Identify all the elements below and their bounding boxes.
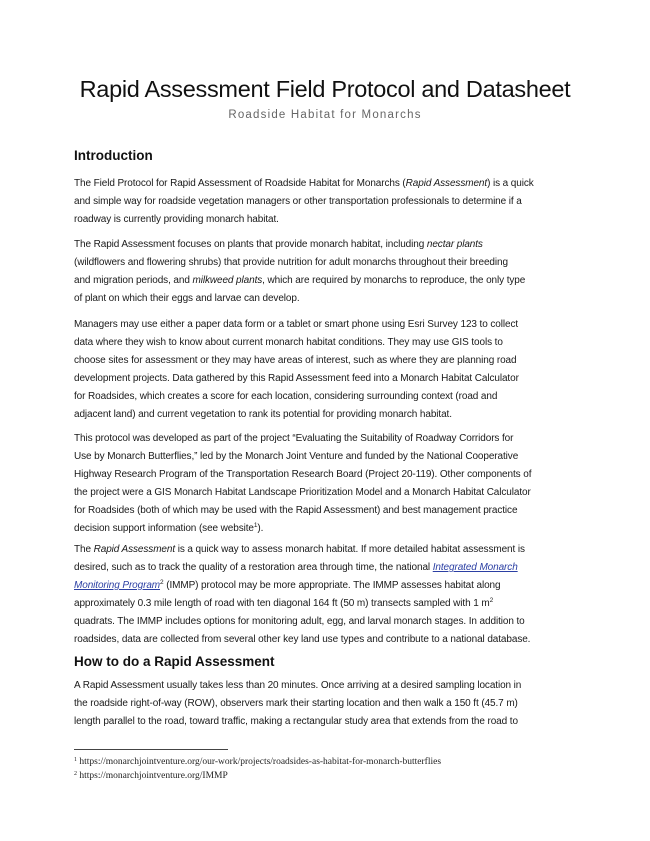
text-run: ) is a quick [487,178,534,189]
footnote-ref[interactable]: 1 [253,522,258,529]
text-line: for Roadsides, which creates a score for each location, considering surrounding context (road and [74,391,498,402]
text-line: adjacent land) and current vegetation to rank its potential for providing monarch habitat. [74,409,452,420]
text-line: of plant on which their eggs and larvae can develop. [74,293,300,304]
footnote-number: 1 [74,757,77,763]
text-line [74,577,580,595]
emphasis-text: Rapid Assessment [405,178,488,189]
text-line: the roadside right-of-way (ROW), observers mark their starting location and then walk a 150 ft (45.7 m) [74,698,518,709]
section-heading-introduction: Introduction [74,148,153,163]
emphasis-text: nectar plants [426,239,483,250]
text-line: roadsides, data are collected from several other key land use types and contribute to a national database. [74,634,531,645]
text-run: desired, such as to track the quality of a restoration area through time, the national [74,562,433,573]
text-line: the project were a GIS Monarch Habitat Landscape Prioritization Model and a Monarch Habitat Calculator [74,487,531,498]
text-line [74,541,580,559]
text-run: The [74,544,94,555]
how-to-paragraph [74,677,580,731]
document-subtitle: Roadside Habitat for Monarchs [228,109,422,121]
text-run: and migration periods, and [74,275,193,286]
text-run: approximately 0.3 mile length of road with ten diagonal 164 ft (50 m) transects sampled with 1 m [74,598,490,609]
emphasis-text: milkweed plants [192,275,263,286]
intro-paragraph-1 [74,175,580,229]
text-line: Managers may use either a paper data form or a tablet or smart phone using Esri Survey 123 to collect [74,319,519,330]
section-heading-how-to: How to do a Rapid Assessment [74,654,275,669]
text-line: roadway is currently providing monarch habitat. [74,214,279,225]
footnote-2 [74,771,228,781]
immp-link-continued[interactable]: Monitoring Program [74,580,161,591]
footnote-url[interactable]: https://monarchjointventure.org/IMMP [79,771,228,781]
text-line [74,236,580,254]
text-line [74,272,580,290]
text-line: development projects. Data gathered by this Rapid Assessment feed into a Monarch Habitat Calculator [74,373,519,384]
superscript: 2 [489,597,494,604]
text-line [74,595,580,613]
text-run: is a quick way to assess monarch habitat. If more detailed habitat assessment is [175,544,525,555]
text-line: choose sites for assessment or they may have areas of interest, such as where they are planning road [74,355,517,366]
intro-paragraph-3 [74,316,580,424]
footnote-ref[interactable]: 2 [160,579,164,586]
text-line: (wildflowers and flowering shrubs) that provide nutrition for adult monarchs throughout their breeding [74,257,508,268]
text-line: and simple way for roadside vegetation managers or other transportation professionals to determine if a [74,196,522,207]
intro-paragraph-5 [74,541,580,649]
text-line [74,175,580,193]
text-line: for Roadsides (both of which may be used with the Rapid Assessment) and best management practice [74,505,518,516]
text-line: Highway Research Program of the Transportation Research Board (Project 20-119). Other components of [74,469,532,480]
text-line: data where they wish to know about current monarch habitat conditions. They may use GIS tools to [74,337,503,348]
text-line: A Rapid Assessment usually takes less than 20 minutes. Once arriving at a desired sampling location in [74,680,522,691]
footnote-url[interactable]: https://monarchjointventure.org/our-work/projects/roadsides-as-habitat-for-monarch-butterflies [79,757,442,767]
text-run: decision support information (see website [74,523,254,534]
text-run: The Rapid Assessment focuses on plants that provide monarch habitat, including [74,239,427,250]
text-line: Use by Monarch Butterflies,” led by the Monarch Joint Venture and funded by the National Cooperative [74,451,519,462]
text-run: ). [257,523,264,534]
intro-paragraph-4 [74,430,580,538]
text-run: , which are required by monarchs to reproduce, the only type [262,275,526,286]
text-run: The Field Protocol for Rapid Assessment of Roadside Habitat for Monarchs ( [74,178,406,189]
text-line [74,520,580,538]
immp-link[interactable]: Integrated Monarch [432,562,518,573]
footnote-divider [74,749,228,750]
text-run: (IMMP) protocol may be more appropriate. The IMMP assesses habitat along [163,580,501,591]
text-line [74,559,580,577]
footnote-number: 2 [74,771,77,777]
text-line: This protocol was developed as part of the project “Evaluating the Suitability of Roadway Corridors for [74,433,514,444]
document-title: Rapid Assessment Field Protocol and Datasheet [79,76,571,102]
footnote-1 [74,757,441,767]
intro-paragraph-2 [74,236,580,308]
text-line: length parallel to the road, toward traffic, making a rectangular study area that extends from the road to [74,716,518,727]
text-line: quadrats. The IMMP includes options for monitoring adult, egg, and larval monarch stages. In addition to [74,616,525,627]
emphasis-text: Rapid Assessment [93,544,176,555]
